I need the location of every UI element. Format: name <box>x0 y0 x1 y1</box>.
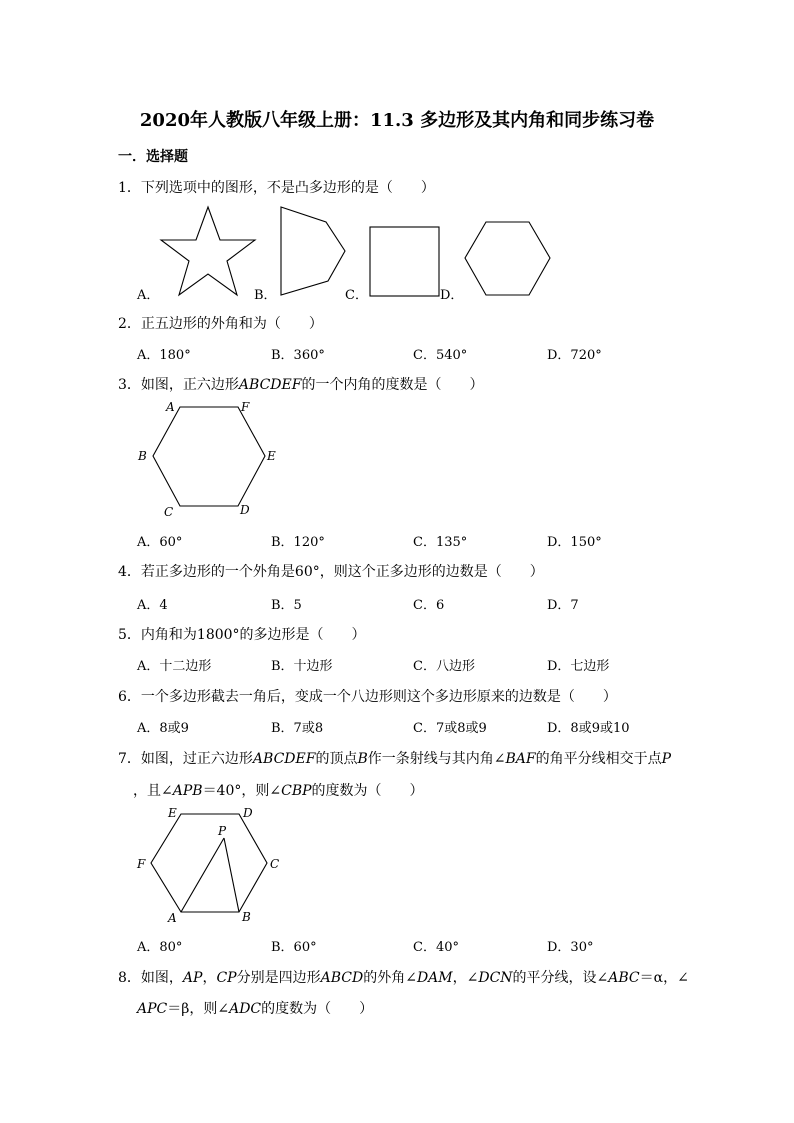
label-b-q7: B <box>242 910 251 924</box>
q7-l2-c: 的度数为（ ） <box>311 783 424 799</box>
label-e-q7: E <box>168 806 177 820</box>
label-d-q7: D <box>243 806 253 820</box>
q3-option-b[interactable]: B．120° <box>271 535 325 550</box>
q1-option-d[interactable]: D． <box>440 288 464 303</box>
question-8-line-1 <box>118 967 689 987</box>
section-heading: 一．选择题 <box>118 149 188 165</box>
q8-l2-a: ＝β，则∠ <box>167 1001 230 1017</box>
q3-text-pre: 3．如图，正六边形 <box>118 377 239 393</box>
q7-l1-v1: ABCDEF <box>252 751 316 767</box>
q8-l1-a: 8．如图， <box>118 970 183 986</box>
q8-l2-v2: ADC <box>229 1001 262 1017</box>
q3-text-var: ABCDEF <box>238 377 302 393</box>
q6-option-b[interactable]: B．7或8 <box>271 721 324 736</box>
segment-bp <box>224 838 239 912</box>
q8-l2-b: 的度数为（ ） <box>261 1001 374 1017</box>
q4-option-c[interactable]: C．6 <box>413 598 445 613</box>
label-a-q7: A <box>168 911 177 925</box>
q7-l2-a: ，且∠ <box>133 783 173 799</box>
q5-option-b[interactable]: B．十边形 <box>271 659 333 674</box>
q8-l1-v1: AP <box>182 970 203 986</box>
hexagon-shape <box>465 222 550 295</box>
q7-option-b[interactable]: B．60° <box>271 940 317 955</box>
label-f-q7: F <box>137 857 146 871</box>
label-p-q7: P <box>218 824 227 838</box>
star-shape <box>161 207 255 295</box>
segment-ap <box>181 838 224 912</box>
pentagon-shape <box>281 207 345 295</box>
label-c: C <box>164 505 174 519</box>
q6-option-a[interactable]: A．8或9 <box>137 721 189 736</box>
q7-l1-c: 作一条射线与其内角∠ <box>367 751 506 767</box>
question-3-hexagon-figure <box>132 396 282 520</box>
q4-option-b[interactable]: B．5 <box>271 598 302 613</box>
q5-option-c[interactable]: C．八边形 <box>413 659 475 674</box>
question-2-text: 2．正五边形的外角和为（ ） <box>118 316 323 332</box>
question-5-text: 5．内角和为1800°的多边形是（ ） <box>118 627 366 643</box>
question-6-text: 6．一个多边形截去一角后，变成一个八边形则这个多边形原来的边数是（ ） <box>118 689 617 705</box>
q7-l1-b: 的顶点 <box>315 751 358 767</box>
q4-option-d[interactable]: D．7 <box>547 598 579 613</box>
q7-l1-v4: P <box>661 751 672 767</box>
q7-option-a[interactable]: A．80° <box>137 940 183 955</box>
q3-text-post: 的一个内角的度数是（ ） <box>301 377 484 393</box>
q2-option-b[interactable]: B．360° <box>271 348 325 363</box>
label-e: E <box>267 449 276 463</box>
question-1-text: 1．下列选项中的图形，不是凸多边形的是（ ） <box>118 180 435 196</box>
hexagon-abcdef <box>153 407 265 506</box>
q8-l1-v4: DAM <box>416 970 453 986</box>
q3-option-a[interactable]: A．60° <box>137 535 183 550</box>
label-a: A <box>166 400 175 414</box>
q8-l1-v2: CP <box>216 970 237 986</box>
q2-option-c[interactable]: C．540° <box>413 348 468 363</box>
q8-l2-v1: APC <box>137 1001 168 1017</box>
q1-option-a[interactable]: A． <box>137 288 160 303</box>
q8-l1-v5: DCN <box>478 970 513 986</box>
square-shape <box>370 227 439 296</box>
q8-l1-g: ＝α，∠ <box>639 970 689 986</box>
label-b: B <box>138 449 147 463</box>
q2-option-d[interactable]: D．720° <box>547 348 602 363</box>
q8-l1-v3: ABCD <box>320 970 364 986</box>
label-f: F <box>241 400 250 414</box>
label-c-q7: C <box>270 857 280 871</box>
q6-option-c[interactable]: C．7或8或9 <box>413 721 487 736</box>
q6-option-d[interactable]: D．8或9或10 <box>547 721 630 736</box>
q8-l1-d: 的外角∠ <box>363 970 417 986</box>
q8-l1-c: 分别是四边形 <box>236 970 321 986</box>
q7-l2-b: ＝40°，则∠ <box>202 783 282 799</box>
q3-option-d[interactable]: D．150° <box>547 535 602 550</box>
q7-option-d[interactable]: D．30° <box>547 940 594 955</box>
question-7-hexagon-figure <box>132 800 292 928</box>
q7-l1-v2: B <box>357 751 368 767</box>
q3-option-c[interactable]: C．135° <box>413 535 468 550</box>
q7-l1-v3: BAF <box>505 751 536 767</box>
q8-l1-b: ， <box>202 970 217 986</box>
question-7-line-1 <box>118 748 671 768</box>
q2-option-a[interactable]: A．180° <box>137 348 191 363</box>
q5-option-a[interactable]: A．十二边形 <box>137 659 212 674</box>
q8-l1-e: ，∠ <box>452 970 479 986</box>
q8-l1-f: 的平分线，设∠ <box>512 970 609 986</box>
question-4-text: 4．若正多边形的一个外角是60°，则这个正多边形的边数是（ ） <box>118 564 544 580</box>
q7-l1-a: 7．如图，过正六边形 <box>118 751 253 767</box>
question-7-line-2 <box>133 780 424 800</box>
question-8-line-2 <box>137 998 373 1018</box>
q7-l1-d: 的角平分线相交于点 <box>535 751 662 767</box>
q7-option-c[interactable]: C．40° <box>413 940 459 955</box>
q4-option-a[interactable]: A．4 <box>137 598 168 613</box>
page-title: 2020年人教版八年级上册：11.3 多边形及其内角和同步练习卷 <box>139 110 655 131</box>
q8-l1-v6: ABC <box>608 970 640 986</box>
question-3-text <box>118 374 483 394</box>
q7-l2-v1: APB <box>172 783 203 799</box>
q1-option-b[interactable]: B． <box>254 288 277 303</box>
q7-l2-v2: CBP <box>281 783 312 799</box>
q1-option-c[interactable]: C． <box>345 288 368 303</box>
q5-option-d[interactable]: D．七边形 <box>547 659 610 674</box>
label-d: D <box>240 503 250 517</box>
